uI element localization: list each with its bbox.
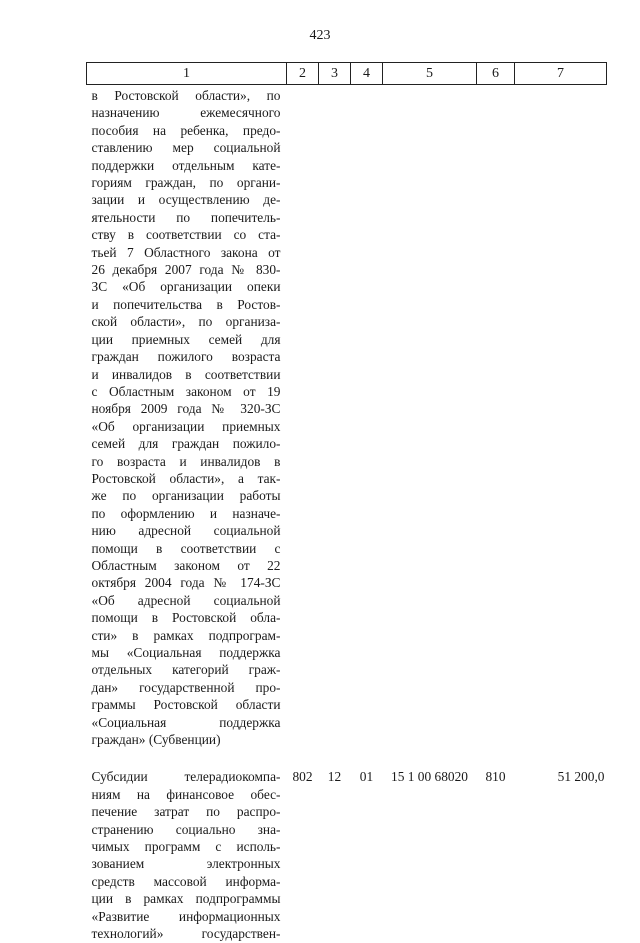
description-line: помощи в Ростовской обла- [91,610,281,626]
description-line: ниям на финансовое обес- [91,786,281,802]
description-line: и инвалидов в соответствии [91,366,281,382]
row-expense-type: 810 [485,769,506,785]
description-line: 26 декабря 2007 года № 830- [91,262,281,278]
row-description [87,85,287,749]
header-col-4: 4 [351,63,383,85]
description-line: зации и осуществлению де- [91,192,281,208]
description-line: семей для граждан пожило- [91,436,281,452]
row-expense-type [477,85,515,749]
description-line: Областным законом от 22 [91,557,281,573]
description-line: «Об адресной социальной [91,592,281,608]
description-line: назначению ежемесячного [91,105,281,121]
row-amount [515,85,607,749]
row-section [319,85,351,749]
row-target-article: 15 1 00 68020 [391,769,468,785]
row-subsection [351,85,383,749]
description-line: Ростовской области», а так- [91,470,281,486]
header-col-3: 3 [319,63,351,85]
description-line: граждан» (Субвенции) [91,732,221,748]
budget-table [86,62,607,943]
row-target-article [383,85,477,749]
description-line: тьей 7 Областного закона от [91,244,281,260]
row-description [87,748,287,942]
description-line: технологий» государствен- [91,926,281,942]
header-col-2: 2 [287,63,319,85]
header-col-5: 5 [383,63,477,85]
description-line: в Ростовской области», по [91,88,281,103]
description-line: нию адресной социальной [91,523,281,539]
description-line: пособия на ребенка, предо- [91,122,281,138]
description-line: октября 2004 года № 174-ЗС [91,575,281,591]
row-chapter [287,85,319,749]
header-col-1: 1 [87,63,287,85]
row-amount: 51 200,0 [557,769,605,785]
description-line: по оформлению и назначе- [91,505,281,521]
description-line: ции в рамках подпрограммы [91,891,281,907]
description-line: «Об организации приемных [91,418,281,434]
table-header [87,63,607,85]
header-row [87,63,607,85]
description-line: «Развитие информационных [91,908,281,924]
description-line: сти» в рамках подпрограм- [91,627,281,643]
description-line: ству в соответствии со ста- [91,227,281,243]
description-line: чимых программ с исполь- [91,839,281,855]
description-line: с Областным законом от 19 [91,383,281,399]
description-line: же по организации работы [91,488,281,504]
row-subsection: 01 [359,769,374,785]
description-line: граждан пожилого возраста [91,349,281,365]
description-line: помощи в соответствии с [91,540,281,556]
description-line: ятельности по попечитель- [91,209,281,225]
table-row [87,748,607,942]
row-section: 12 [327,769,342,785]
description-line: печение затрат по распро- [91,804,281,820]
description-line: «Социальная поддержка [91,714,281,730]
description-line: го возраста и инвалидов в [91,453,281,469]
header-col-7: 7 [515,63,607,85]
table-row [87,85,607,749]
description-line: отдельных категорий граж- [91,662,281,678]
row-chapter: 802 [292,769,313,785]
description-line: странению социально зна- [91,821,281,837]
description-line: мы «Социальная поддержка [91,645,281,660]
description-line: ставлению мер социальной [91,140,281,156]
description-line: ции приемных семей для [91,331,281,347]
description-line: средств массовой информа- [91,873,281,889]
description-line: дан» государственной про- [91,679,281,695]
page-number: 423 [309,28,331,43]
header-col-6: 6 [477,63,515,85]
description-line: ской области», по организа- [91,314,281,330]
description-line: поддержки отдельным кате- [91,157,281,173]
description-line: ноября 2009 года № 320-ЗС [91,401,281,417]
description-line: зованием электронных [91,856,281,872]
description-line: и попечительства в Ростов- [91,296,281,312]
description-line: гориям граждан, по органи- [91,175,281,191]
description-line: Субсидии телерадиокомпа- [91,769,281,785]
description-line: граммы Ростовской области [91,697,281,713]
description-line: ЗС «Об организации опеки [91,279,281,295]
